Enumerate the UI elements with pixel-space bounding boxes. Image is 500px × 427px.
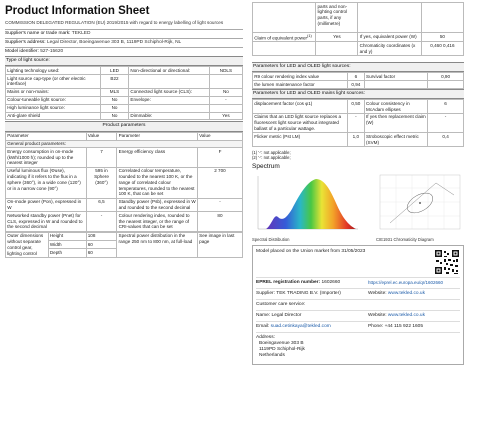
eprel-value: 1602660 xyxy=(321,280,341,286)
note-2: (2) '-': not applicable; xyxy=(252,155,291,161)
light-source-row xyxy=(6,88,243,96)
lumen-value: 0,94 xyxy=(347,81,364,89)
qr-code-icon xyxy=(434,249,460,277)
survival-value: 0,90 xyxy=(428,73,464,81)
lumen-row xyxy=(253,81,464,89)
equiv-power-label: If yes, equivalent power (W) xyxy=(358,33,421,42)
dims-label: Outer dimensions without separate control gear, lighting control xyxy=(6,232,49,257)
info-header xyxy=(256,249,460,277)
light-source-heading: Type of light source: xyxy=(5,56,243,66)
general-params-row xyxy=(6,140,243,148)
address-line-3: Netherlands xyxy=(259,353,285,359)
parameter-cell: - xyxy=(86,212,117,231)
dimensions-table xyxy=(5,232,243,258)
email-row xyxy=(256,321,460,332)
parameter-cell: 7 xyxy=(86,148,117,167)
parameter-cell: Useful luminous flux (Φuse), indicating if it refers to the flux in a sphere (360°), in a wide cone (120°) or in a narrow cone (90°) xyxy=(6,167,87,198)
address-label: Address: xyxy=(256,335,275,341)
strobe-label: Stroboscopic effect metric (SVM) xyxy=(364,133,427,147)
light-source-cell: Dimmable: xyxy=(129,112,210,120)
light-source-row xyxy=(6,112,243,120)
equiv-label: Claim of equivalent power$^{(1)}$ xyxy=(253,33,316,42)
light-source-cell: Connected light source (CLS): xyxy=(129,88,210,96)
supplier-address-value: Legal Director, Boeingavenue 303 B, 1119PD Schiphol-Rijk, NL xyxy=(47,40,182,46)
color-label: Colour consistency in McAdam ellipses xyxy=(364,100,427,114)
phone-label: Phone: xyxy=(368,324,384,330)
name-value: Legal Director xyxy=(271,313,302,319)
equiv-power-value: 50 xyxy=(421,33,463,42)
col-header: Value xyxy=(197,132,242,140)
col-header: Value xyxy=(86,132,117,140)
chromaticity-figure xyxy=(376,173,464,243)
light-source-cell: Colour-tuneable light source: xyxy=(6,96,101,104)
parameter-cell: 595 in Sphere (360°) xyxy=(86,167,117,198)
supplier-address-row xyxy=(5,38,243,47)
height-label: Height xyxy=(48,232,86,240)
col-header: Parameter xyxy=(117,132,198,140)
spectrum-title: Spectrum xyxy=(252,163,280,171)
light-source-cell: No xyxy=(100,112,128,120)
supplier-name-row xyxy=(5,29,243,38)
eprel-link[interactable]: https://eprel.ec.europa.eu/qr/1602660 xyxy=(368,280,444,286)
email-link[interactable]: suad.cetinkaya@tekled.com xyxy=(270,324,331,330)
width-value: 60 xyxy=(86,241,117,249)
email-label: Email: xyxy=(256,324,270,330)
spectral-value: See image in last page xyxy=(197,232,242,257)
light-source-cell: Envelope: xyxy=(129,96,210,104)
light-source-row xyxy=(6,67,243,75)
light-source-table xyxy=(5,66,243,120)
spectral-distribution-chart xyxy=(252,173,362,235)
disp-label: displacement factor (cos φ1) xyxy=(253,100,348,114)
light-source-cell: No xyxy=(100,96,128,104)
light-source-cell: Lighting technology used: xyxy=(6,67,101,75)
light-source-cell: - xyxy=(209,96,242,104)
col-header: Parameter xyxy=(6,132,87,140)
parameters-header-row xyxy=(6,132,243,140)
general-params-label: General product parameters: xyxy=(6,140,243,148)
service-row xyxy=(256,299,460,310)
light-source-cell: Mains or non-mains: xyxy=(6,88,101,96)
survival-label: Survival factor xyxy=(364,73,427,81)
address-row xyxy=(256,332,460,361)
spectrum-figures xyxy=(252,173,464,243)
depth-value: 60 xyxy=(86,249,117,257)
supplier-row xyxy=(256,288,460,299)
light-source-row xyxy=(6,75,243,89)
page-title: Product Information Sheet xyxy=(5,5,150,17)
light-source-row xyxy=(6,104,243,112)
light-source-cell: LED xyxy=(100,67,128,75)
note-1: (1) '-': not applicable; xyxy=(252,149,291,155)
regulation-text: COMMISSION DELEGATED REGULATION (EU) 2019/2015 with regard to energy labelling of light sources xyxy=(5,20,224,26)
dim-row-height xyxy=(6,232,243,240)
website-label: Website: xyxy=(368,291,387,297)
claims-row xyxy=(253,113,464,132)
info-supplier-label: Supplier: xyxy=(256,291,275,297)
parameter-row xyxy=(6,167,243,198)
website2-label: Website: xyxy=(368,313,387,319)
spectral-distribution-figure xyxy=(252,173,362,243)
light-source-cell: Anti-glare shield xyxy=(6,112,101,120)
claim-continuation-row xyxy=(253,3,464,33)
spectral-label: Spectral power distribution in the range 250 nm to 800 nm, at full-load xyxy=(117,232,198,257)
equivalent-power-row xyxy=(253,33,464,42)
displacement-row xyxy=(253,100,464,114)
parameter-cell: 6,5 xyxy=(86,198,117,212)
light-source-cell: NDLS xyxy=(209,67,242,75)
disp-value: 0,50 xyxy=(347,100,364,114)
light-source-row xyxy=(6,96,243,104)
supplier-name-value: TEKLED xyxy=(71,31,91,37)
replace-label: If yes then replacement claim (W) xyxy=(364,113,427,132)
address-line-1: Boeingavenue 303 B xyxy=(259,341,304,347)
width-label: Width xyxy=(48,241,86,249)
flicker-value: 1,0 xyxy=(347,133,364,147)
claims-label: Claims that an LED light source replaces a fluorescent light source without integrated ballast of a particular wattage. xyxy=(253,113,348,132)
color-value: 6 xyxy=(428,100,464,114)
light-source-cell: High luminance light source: xyxy=(6,104,101,112)
light-source-cell xyxy=(209,75,242,89)
light-source-cell: MLS xyxy=(100,88,128,96)
website2-link[interactable]: www.tekled.co.uk xyxy=(387,313,425,319)
light-source-cell: No xyxy=(209,88,242,96)
parameter-cell: On-mode power (Pon), expressed in W xyxy=(6,198,87,212)
chromaticity-caption: CIE1931 Chromaticity Diagram xyxy=(376,236,434,242)
r9-row xyxy=(253,73,464,81)
claim-continuation-text: parts and non-lighting control parts, if any (millimetre) xyxy=(316,3,358,33)
chromaticity-diagram xyxy=(376,173,464,235)
model-value: 527-15620 xyxy=(40,49,64,55)
claims-value: - xyxy=(347,113,364,132)
placed-on-market: Model placed on the Union market from 31/05/2023 xyxy=(256,249,366,255)
model-row xyxy=(5,47,243,56)
name-label: Name: xyxy=(256,313,271,319)
phone-value: +44 115 922 1605 xyxy=(384,324,424,330)
mains-params-heading: Parameters for LED and OLED mains light sources: xyxy=(252,89,464,99)
light-source-cell xyxy=(129,75,210,89)
parameter-cell: Energy consumption in on-mode (kWh/1000 h); rounded up to the nearest integer xyxy=(6,148,87,167)
depth-label: Depth xyxy=(48,249,86,257)
lumen-label: the lumen maintenance factor xyxy=(253,81,348,89)
parameter-cell: 2 700 xyxy=(197,167,242,198)
parameter-cell: Standby power (Psb), expressed in W and rounded to the second decimal xyxy=(118,199,196,210)
light-source-cell: Light source cap-type (or other electric interface) xyxy=(6,75,101,89)
light-source-cell xyxy=(209,104,242,112)
left-column xyxy=(5,4,243,258)
flicker-row xyxy=(253,133,464,147)
led-params-heading: Parameters for LED and OLED light sources: xyxy=(252,62,464,72)
light-source-cell: Non-directional or directional: xyxy=(129,67,210,75)
service-label: Customer care service: xyxy=(256,302,306,308)
eprel-label: EPREL registration number: xyxy=(256,280,321,286)
equiv-value: Yes xyxy=(316,33,358,42)
led-params-table xyxy=(252,72,464,89)
parameter-row xyxy=(6,148,243,167)
strobe-value: 0,4 xyxy=(428,133,464,147)
replace-value: - xyxy=(428,113,464,132)
flicker-label: Flicker metric (Pst LM) xyxy=(253,133,348,147)
model-label: Model identifier: xyxy=(5,49,39,55)
product-parameters-heading: Product parameters xyxy=(5,121,243,131)
light-source-cell xyxy=(129,104,210,112)
right-column xyxy=(252,2,464,365)
height-value: 108 xyxy=(86,232,117,240)
parameter-row xyxy=(6,198,243,212)
parameter-cell: Networked standby power (Pnet) for CLS, expressed in W and rounded to the second decimal xyxy=(6,212,87,231)
light-source-cell: Yes xyxy=(209,112,242,120)
supplier-address-label: Supplier's address: xyxy=(5,40,46,46)
light-source-cell: No xyxy=(100,104,128,112)
parameter-cell: 80 xyxy=(197,212,242,231)
info-box xyxy=(252,245,464,365)
parameter-cell: - xyxy=(197,198,242,212)
mains-params-table xyxy=(252,99,464,147)
chrom-value: 0,460 0,416 xyxy=(421,42,463,56)
info-supplier-value: TEK TRADING B.V. (Importer) xyxy=(276,291,341,297)
parameter-cell: F xyxy=(197,148,242,167)
light-source-cell: B22 xyxy=(100,75,128,89)
eprel-row xyxy=(256,277,460,288)
chromaticity-row xyxy=(253,42,464,56)
parameter-cell: Colour rendering index, rounded to the nearest integer, or the range of CRI-values that can be set xyxy=(117,212,198,231)
parameter-row xyxy=(6,212,243,231)
address-line-2: 1119PD Schiphol-Rijk xyxy=(259,347,305,353)
spectral-caption: Spectral Distribution xyxy=(252,236,290,242)
website-link[interactable]: www.tekled.co.uk xyxy=(387,291,425,297)
claim-table xyxy=(252,2,464,56)
parameter-cell: Energy efficiency class xyxy=(117,148,198,167)
r9-value: 6 xyxy=(347,73,364,81)
r9-label: R9 colour rendering index value xyxy=(253,73,348,81)
name-row xyxy=(256,310,460,321)
parameters-table xyxy=(5,132,243,232)
parameter-cell: Correlated colour temperature, rounded to the nearest 100 K, or the range of correlated colour temperatures, rounded to the nearest 100 K, that can be set xyxy=(117,167,198,198)
chrom-label: Chromaticity coordinates (x and y) xyxy=(358,42,421,56)
supplier-name-label: Supplier's name or trade mark: xyxy=(5,31,71,37)
